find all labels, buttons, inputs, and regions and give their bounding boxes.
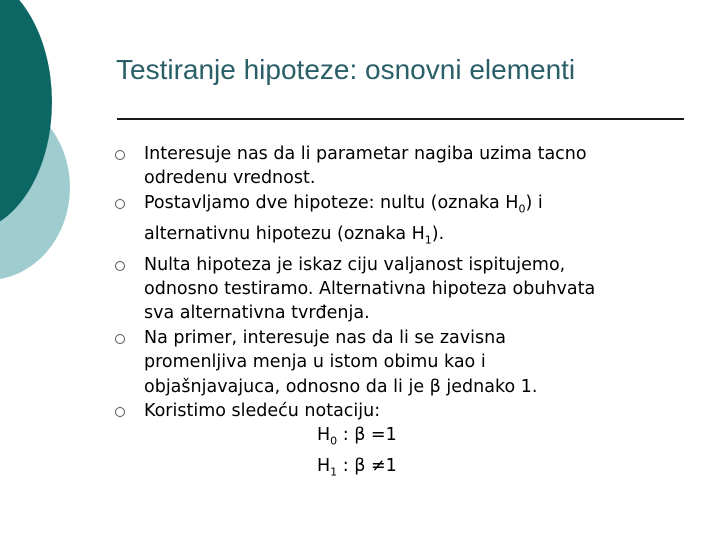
bullet-item: [115, 142, 695, 191]
bullet-line: promenljiva menja u istom obimu kao i: [144, 352, 486, 373]
bullet-line: Na primer, interesuje nas da li se zavisna: [144, 327, 506, 348]
bullet-line: alternativnu hipotezu (oznaka $H_1$).: [144, 223, 445, 247]
circle-bullet-icon: [115, 334, 125, 344]
bullet-line: Postavljamo dve hipoteze: nultu (oznaka $H_0$) i: [144, 192, 543, 216]
bullet-line: odnosno testiramo. Alternativna hipoteza obuhvata: [144, 279, 596, 300]
bullet-line: objašnjavajuca, odnosno da li je β jednako 1.: [144, 376, 538, 397]
bullet-line: sva alternativna tvrđenja.: [144, 303, 370, 324]
bullet-line: Koristimo sledeću notaciju:: [144, 401, 381, 422]
bullet-item: [115, 326, 695, 399]
circle-bullet-icon: [115, 150, 125, 160]
alternative-hypothesis-formula: $H_1$ : β ≠1: [317, 456, 397, 479]
circle-bullet-icon: [115, 407, 125, 417]
circle-bullet-icon: [115, 199, 125, 209]
bullet-item: [115, 191, 695, 253]
null-hypothesis-formula: $H_0$ : β =1: [317, 425, 397, 448]
bullet-line: Nulta hipoteza je iskaz ciju valjanost ispitujemo,: [144, 254, 566, 275]
slide-title: Testiranje hipoteze: osnovni elementi: [116, 54, 576, 85]
bullet-line: odredenu vrednost.: [144, 168, 316, 189]
circle-bullet-icon: [115, 261, 125, 271]
bullet-list: [115, 142, 695, 485]
bullet-item: [115, 253, 695, 326]
title-divider: [117, 118, 684, 120]
bullet-item: [115, 399, 695, 485]
bullet-line: Interesuje nas da li parametar nagiba uzima tacno: [144, 144, 587, 164]
